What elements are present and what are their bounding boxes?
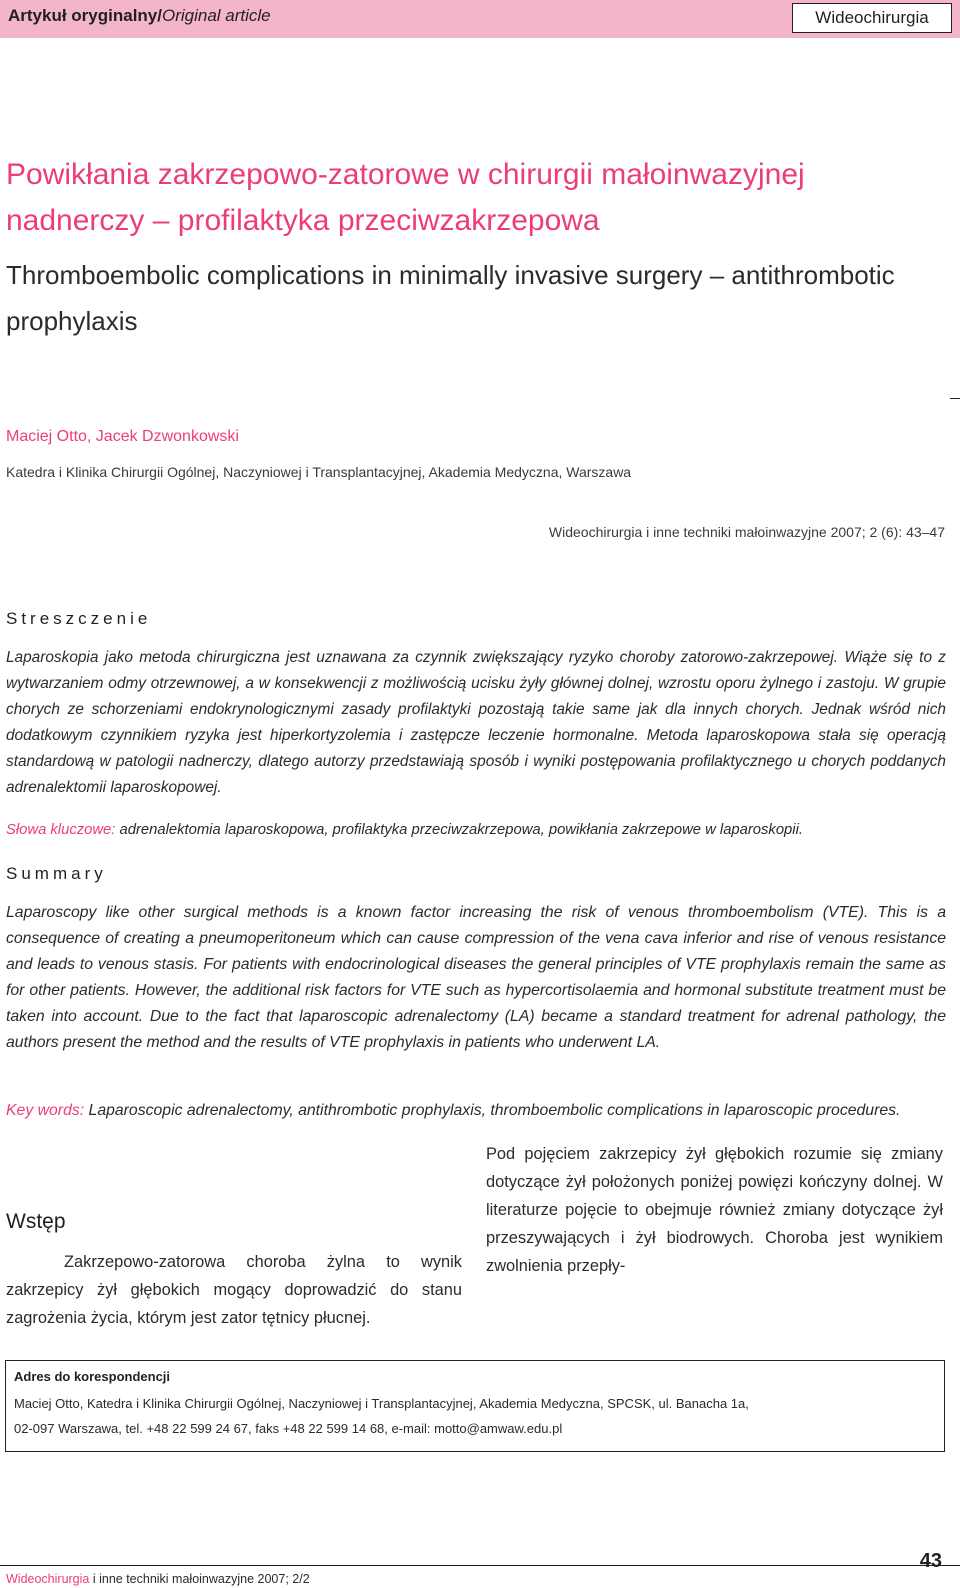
slowa-kluczowe-text: adrenalektomia laparoskopowa, profilaktyka przeciwzakrzepowa, powikłania zakrzepowe w laparoskopii. (119, 822, 803, 838)
intro-heading: Wstęp (6, 1210, 66, 1233)
intro-left-column: Zakrzepowo-zatorowa choroba żylna to wynik zakrzepicy żył głębokich mogący doprowadzić do stanu zagrożenia życia, którym jest zator tętnicy płucnej. (6, 1253, 462, 1327)
streszczenie-heading: Streszczenie (6, 609, 152, 628)
summary-heading: Summary (6, 864, 107, 883)
divider-rule (950, 398, 960, 399)
page-number: 43 (919, 1550, 942, 1572)
footer-journal (6, 1572, 310, 1586)
title-polish: Powikłania zakrzepowo-zatorowe w chirurgii małoinwazyjnej nadnerczy – profilaktyka przeciwzakrzepowa (6, 158, 805, 237)
title-english: Thromboembolic complications in minimally invasive surgery – antithrombotic prophylaxis (6, 260, 895, 336)
correspondence-line-2: 02-097 Warszawa, tel. +48 22 599 24 67, faks +48 22 599 14 68, e-mail: motto@amwaw.edu.pl (14, 1421, 563, 1436)
correspondence-line-1: Maciej Otto, Katedra i Klinika Chirurgii Ogólnej, Naczyniowej i Transplantacyjnej, Akademia Medyczna, SPCSK, ul. Banacha 1a, (14, 1396, 749, 1411)
slowa-kluczowe-label: Słowa kluczowe: (6, 822, 116, 838)
streszczenie-text: Laparoskopia jako metoda chirurgiczna jest uznawana za czynnik zwiększający ryzyko choroby zatorowo-zakrzepowej. Wiąże się to z wytwarzaniem odmy otrzewnowej, a w konsekwencji z możliwością ucisku żyły głównej dolnej, wzrostu oporu żylnego i zastoju. W grupie chorych ze schorzeniami endokrynologicznymi zasady profilaktyki pozostają takie same jak dla innych chorych. Jednak wśród nich dodatkowym czynnikiem ryzyka jest hiperkortyzolemia i zastępcze leczenie hormonalne. Metoda laparoskopowa stała się operacją standardową w patologii nadnerczy, dlatego autorzy przedstawiają sposób i wyniki postępowania profilaktycznego u chorych poddanych adrenalektomii laparoskopowej. (6, 649, 946, 796)
journal-tag: Wideochirurgia (792, 3, 952, 33)
affiliation: Katedra i Klinika Chirurgii Ogólnej, Naczyniowej i Transplantacyjnej, Akademia Medyczna, Warszawa (6, 464, 632, 480)
article-type-label (8, 6, 271, 26)
key-words-label: Key words: (6, 1102, 85, 1119)
summary-text: Laparoscopy like other surgical methods is a known factor increasing the risk of venous thromboembolism (VTE). This is a consequence of creating a pneumoperitoneum which can cause compression of the vena cava inferior and rise of venous resistance and leads to venous stasis. For patients with endocrinological diseases the general principles of VTE prophylaxis remain the same as for other patients. However, the additional risk factors for VTE such as hypercortisolaemia and hormonal substitute treatment must be taken into account. Due to the fact that laparoscopic adrenalectomy (LA) became a standard treatment for adrenal pathology, the authors present the method and the results of VTE prophylaxis in patients who underwent LA. (6, 904, 946, 1051)
article-type-pl: Artykuł oryginalny/ (8, 6, 162, 25)
article-type-en: Original article (161, 6, 271, 25)
key-words (6, 1098, 946, 1124)
footer-journal-rest: i inne techniki małoinwazyjne 2007; 2/2 (89, 1572, 310, 1586)
intro-right-column: Pod pojęciem zakrzepicy żył głębokich rozumie się zmiany dotyczące żył położonych poniżej powięzi kończyny dolnej. W literaturze pojęcie to obejmuje również zmiany dotyczące żył przeszywających i żył biodrowych. Choroba jest wynikiem zwolnienia przepły- (486, 1145, 943, 1275)
footer-rule (0, 1565, 960, 1566)
key-words-text: Laparoscopic adrenalectomy, antithrombotic prophylaxis, thromboembolic complications in laparoscopic procedures. (88, 1102, 901, 1119)
correspondence-title: Adres do korespondencji (14, 1369, 171, 1384)
authors: Maciej Otto, Jacek Dzwonkowski (6, 428, 239, 445)
slowa-kluczowe (6, 817, 946, 843)
footer-journal-name: Wideochirurgia (6, 1572, 90, 1586)
citation: Wideochirurgia i inne techniki małoinwazyjne 2007; 2 (6): 43–47 (548, 524, 945, 540)
